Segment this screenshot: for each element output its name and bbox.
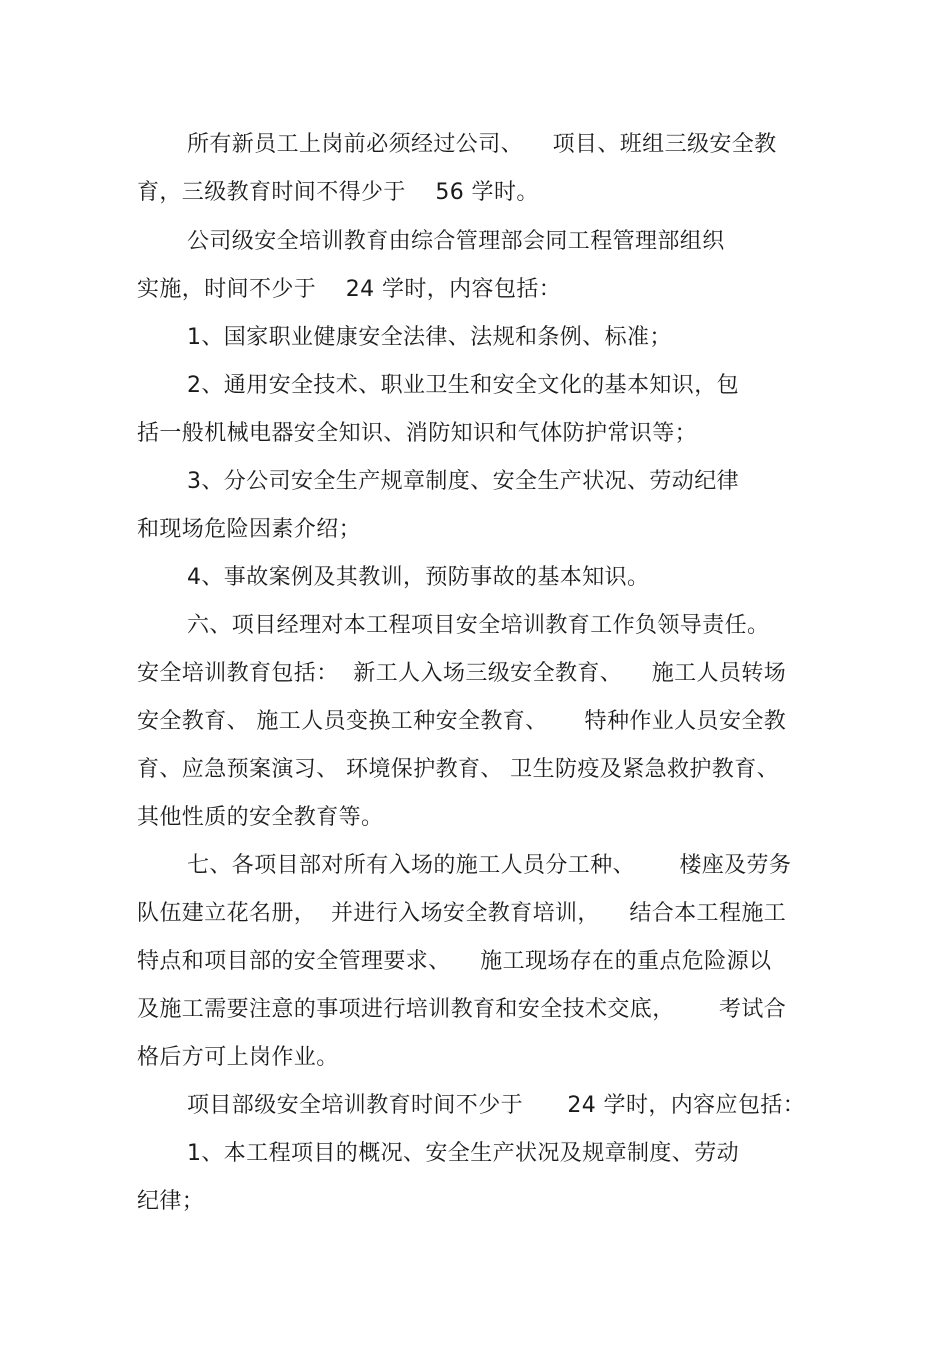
text-line: 3、分公司安全生产规章制度、安全生产状况、劳动纪律 <box>187 469 739 494</box>
text-line: 队伍建立花名册， 并进行入场安全教育培训， 结合本工程施工 <box>137 901 787 926</box>
text-line: 4、事故案例及其教训，预防事故的基本知识。 <box>187 565 650 590</box>
text-line: 纪律； <box>137 1189 205 1214</box>
text-line: 及施工需要注意的事项进行培训教育和安全技术交底， 考试合 <box>137 997 787 1022</box>
text-line: 括一般机械电器安全知识、消防知识和气体防护常识等； <box>137 421 698 446</box>
text-line: 和现场危险因素介绍； <box>137 517 362 542</box>
text-line: 育，三级教育时间不得少于 56 学时。 <box>137 180 539 205</box>
text-line: 1、国家职业健康安全法律、法规和条例、标准； <box>187 325 672 350</box>
text-line: 格后方可上岗作业。 <box>137 1045 339 1070</box>
text-line: 六、项目经理对本工程项目安全培训教育工作负领导责任。 <box>187 613 770 638</box>
text-line: 七、各项目部对所有入场的施工人员分工种、 楼座及劳务 <box>187 853 792 878</box>
text-line: 实施，时间不少于 24 学时，内容包括： <box>137 277 562 302</box>
text-line: 项目部级安全培训教育时间不少于 24 学时，内容应包括： <box>187 1093 806 1118</box>
text-line: 所有新员工上岗前必须经过公司、 项目、班组三级安全教 <box>187 132 777 157</box>
text-line: 特点和项目部的安全管理要求、 施工现场存在的重点危险源以 <box>137 949 772 974</box>
text-line: 安全培训教育包括： 新工人入场三级安全教育、 施工人员转场 <box>137 661 787 686</box>
text-line: 2、通用安全技术、职业卫生和安全文化的基本知识，包 <box>187 373 739 398</box>
text-line: 安全教育、 施工人员变换工种安全教育、 特种作业人员安全教 <box>137 709 787 734</box>
text-line: 1、本工程项目的概况、安全生产状况及规章制度、劳动 <box>187 1141 739 1166</box>
text-line: 育、应急预案演习、 环境保护教育、 卫生防疫及紧急救护教育、 <box>137 757 779 782</box>
text-line: 公司级安全培训教育由综合管理部会同工程管理部组织 <box>187 229 725 254</box>
text-line: 其他性质的安全教育等。 <box>137 805 384 830</box>
